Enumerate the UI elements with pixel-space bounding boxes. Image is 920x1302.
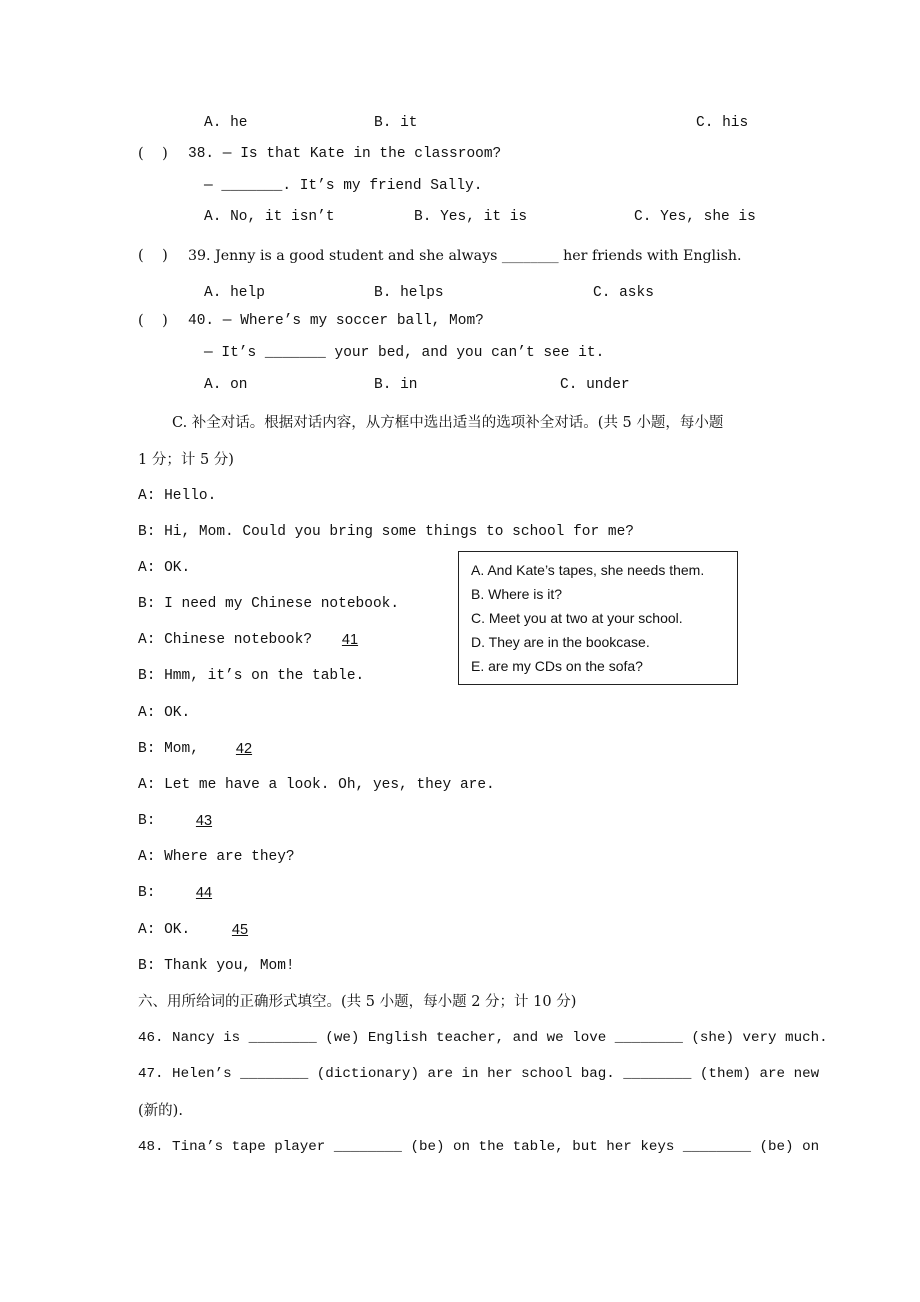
q40-answer-paren: ( ) xyxy=(138,313,168,329)
options-box-item: C. Meet you at two at your school. xyxy=(471,610,683,626)
q38-reply: — _______. It’s my friend Sally. xyxy=(204,178,483,194)
section-6-title: 六、用所给词的正确形式填空。(共 5 小题，每小题 2 分；计 10 分) xyxy=(138,994,577,1010)
options-box-item: E. are my CDs on the sofa? xyxy=(471,658,643,674)
q38-option-b: B. Yes, it is xyxy=(414,209,528,225)
q37-option-b: B. it xyxy=(374,115,418,131)
dialogue-line: B: Mom, xyxy=(138,741,199,757)
dialogue-line: A: OK. xyxy=(138,922,191,938)
q40-stem: 40. — Where’s my soccer ball, Mom? xyxy=(188,313,484,329)
dialogue-line: A: OK. xyxy=(138,560,191,576)
blank-42[interactable]: 42 xyxy=(235,741,253,757)
dialogue-line: B: Thank you, Mom! xyxy=(138,958,295,974)
q39-stem: 39. Jenny is a good student and she always ________ her friends with English. xyxy=(188,248,742,264)
blank-44[interactable]: 44 xyxy=(195,885,213,901)
blank-43[interactable]: 43 xyxy=(195,813,213,829)
dialogue-line: A: Let me have a look. Oh, yes, they are. xyxy=(138,777,495,793)
q40-option-b: B. in xyxy=(374,377,418,393)
dialogue-line: B: I need my Chinese notebook. xyxy=(138,596,400,612)
dialogue-line: B: Hi, Mom. Could you bring some things to school for me? xyxy=(138,524,634,540)
options-box-item: D. They are in the bookcase. xyxy=(471,634,650,650)
dialogue-line: B: Hmm, it’s on the table. xyxy=(138,668,365,684)
q38-answer-paren: ( ) xyxy=(138,146,168,162)
q40-option-a: A. on xyxy=(204,377,248,393)
blank-41[interactable]: 41 xyxy=(341,632,359,648)
q38-stem: 38. — Is that Kate in the classroom? xyxy=(188,146,502,162)
q39-answer-paren: ( ) xyxy=(138,248,168,264)
dialogue-line: A: Hello. xyxy=(138,488,217,504)
blank-45[interactable]: 45 xyxy=(231,922,249,938)
q37-option-c: C. his xyxy=(696,115,749,131)
q39-option-a: A. help xyxy=(204,285,265,301)
options-box-item: A. And Kate’s tapes, she needs them. xyxy=(471,562,705,578)
dialogue-line: B: xyxy=(138,813,156,829)
dialogue-line: A: OK. xyxy=(138,705,191,721)
q48-text: 48. Tina’s tape player ________ (be) on the table, but her keys ________ (be) on xyxy=(138,1139,820,1155)
q40-option-c: C. under xyxy=(560,377,630,393)
options-box-item: B. Where is it? xyxy=(471,586,563,602)
section-c-instruction-line-1: C. 补全对话。根据对话内容，从方框中选出适当的选项补全对话。(共 5 小题，每小题 xyxy=(172,415,724,431)
q47-text-line-1: 47. Helen’s ________ (dictionary) are in her school bag. ________ (them) are new xyxy=(138,1066,820,1082)
q39-option-c: C. asks xyxy=(593,285,654,301)
section-c-instruction-line-2: 1 分；计 5 分) xyxy=(138,452,234,468)
q47-text-line-2: (新的). xyxy=(138,1103,183,1119)
q38-option-a: A. No, it isn’t xyxy=(204,209,335,225)
q39-option-b: B. helps xyxy=(374,285,444,301)
dialogue-line: A: Chinese notebook? xyxy=(138,632,313,648)
dialogue-line: B: xyxy=(138,885,156,901)
q46-text: 46. Nancy is ________ (we) English teacher, and we love ________ (she) very much. xyxy=(138,1030,828,1046)
options-box xyxy=(458,551,738,685)
q37-option-a: A. he xyxy=(204,115,248,131)
q38-option-c: C. Yes, she is xyxy=(634,209,756,225)
dialogue-line: A: Where are they? xyxy=(138,849,295,865)
q40-reply: — It’s _______ your bed, and you can’t see it. xyxy=(204,345,605,361)
